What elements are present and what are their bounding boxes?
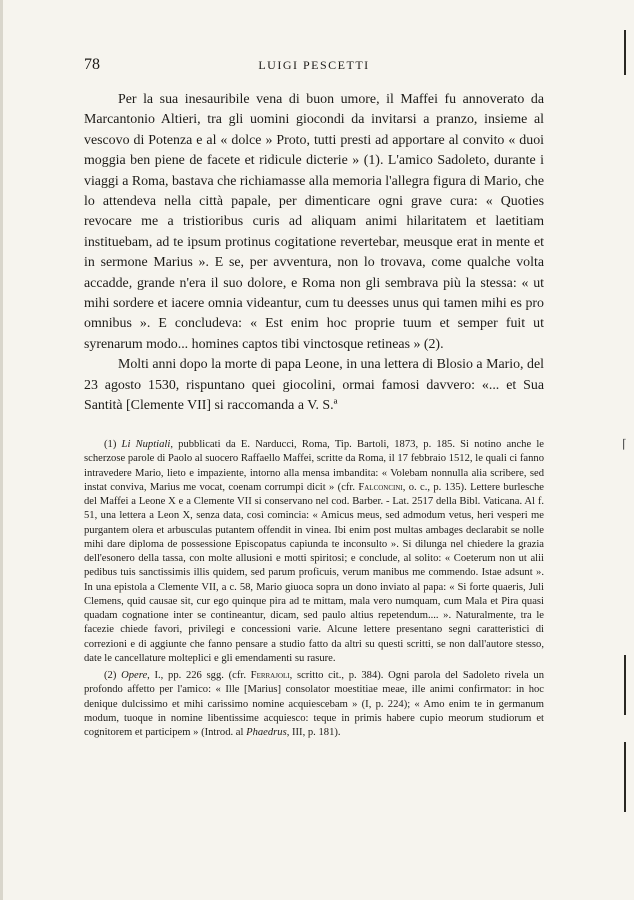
- page-header: [84, 56, 544, 78]
- cited-title: Opere: [121, 670, 148, 681]
- margin-bracket-mark: ⌈: [622, 437, 627, 451]
- footnote-text: , o. c., p. 135). Lettere burlesche del Maffei a Leone X e a Clemente VII si conservano nel cod. Barber. - Lat. 2517 della Bibl. Vaticana. Al f. 51, una lettera a Leon X, senza data, così comincia: « Amicus meus, sed admodum vetus, heri vesperi me purgantem olera et arbusculas putantem offendit in vinea. Ibi enim post multas ambages declarabit se nolle mihi dare diploma de possessione Episcopatus capiunda te inconsulto ». Si dilunga nel chiedere la grazia dell'esonero della tassa, con molte allusioni e motti spiritosi; e conclude, al solito: « Coeterum non ut alii pedibus tuis sanctissimis illis quidem, sed parum proficuis, verum manibus me commendo. Istae adsunt ». In una epistola a Clemente VII, a c. 58, Mario giuoca sopra un dono inviato al papa: « Si forte quaeris, Juli Clemens, quid causae sit, cur ego quinque pira ad te mittam, mala vero numquam, cum Mala et Pira quasi quadam cognatione inter se contineantur, dicam, sed paulo altius repetendum.... ». Naturalmente, tra le facezie chiede favori, privilegi e concessioni varie. Alcune lettere presentano segni caratteristici di correzioni e di aggiunte che fanno pensare a studio fatto da altri su questi scritti, se non dall'autore stesso, date le cancellature molteplici e gli emendamenti su rasure.: [84, 481, 544, 664]
- scan-edge-mark: [624, 30, 626, 75]
- main-text: [84, 90, 544, 417]
- body-paragraph: Molti anni dopo la morte di papa Leone, in una lettera di Blosio a Mario, del 23 agosto 1530, rispuntano quei giocolini, ormai famosi davvero: «... et Sua Santità [Clemente VII] si raccomanda a V. S.ª: [84, 357, 544, 414]
- footnote-text: , I., pp. 226 sgg. (cfr.: [147, 670, 251, 681]
- footnotes: [84, 438, 544, 740]
- footnote-marker: (2): [104, 670, 122, 681]
- footnote-1: [84, 438, 544, 666]
- running-title: LUIGI PESCETTI: [258, 58, 370, 72]
- cited-title: Li Nuptiali: [121, 439, 171, 450]
- cited-work: Phaedrus: [246, 727, 287, 738]
- footnote-text: , scritto cit., p. 384). Ogni parola del Sadoleto rivela un profondo affetto per l'amico: « Ille [Marius] consolator moestitiae meae, ille animi confirmator: in hoc denique dulcissimo et mihi carissimo nomine acquiescebam » (I, p. 224); « Amo enim te in germanum modum, tuoque in nomine libentissime acquiesco: teque in primis habere cupio meorum studiorum et cognitorem et participem » (Introd. al: [84, 670, 545, 738]
- cited-author: Falconcini: [358, 481, 403, 493]
- scan-edge-mark: [624, 655, 626, 715]
- footnote-text: , III, p. 181).: [286, 727, 341, 738]
- page-number: 78: [84, 56, 100, 73]
- cited-author: Ferrajoli: [250, 670, 290, 681]
- page-edge-shadow: [0, 0, 3, 900]
- body-paragraph: Per la sua inesauribile vena di buon umore, il Maffei fu annoverato da Marcantonio Altieri, tra gli uomini giocondi da invitarsi a pranzo, insieme al vescovo di Potenza e al « dolce » Proto, tutti presti ad apportare al convito « duoi moggia ben piene de facete et ridicule dicterie » (1). L'amico Sadoleto, durante i viaggi a Roma, bastava che richiamasse alla memoria l'allegra figura di Mario, che lo attendeva nella città papale, per dimenticare ogni grave cura: « Quoties revocare me a tristioribus curis ad aliquam animi hilaritatem et laetitiam instituebam, ad te ipsum protinus cogitatione revertebar, meusque erat in mente et in sermone Marius ». E se, per avventura, non lo trovava, come qualche volta accadde, grande n'era il suo dolore, e Roma non gli sembrava più la stessa: « ut mihi sordere et iacere omnia videantur, cum tu deesses unus qui tamen mihi es pro omnibus ». E concludeva: « Est enim hoc proprie tuum et semper fuit ut syrenarum modo... homines captos tibi vinctosque retineas » (2).: [84, 92, 544, 352]
- footnote-text: , pubblicati da E. Narducci, Roma, Tip. Bartoli, 1873, p. 185. Si notino anche le scherzose parole di Paolo al suocero Raffaello Maffei, scritte da Roma, il 17 febbraio 1512, le quali ci fanno intravedere Mario, lieto e impaziente, intorno alla mensa imbandita: « Volebam nonnulla alia scribere, sed instat conviva, Marius me vocat, coenam corrumpi dicit » (cfr.: [84, 439, 544, 493]
- footnote-marker: (1): [104, 439, 122, 450]
- scan-edge-mark: [624, 742, 626, 812]
- footnote-2: [84, 669, 544, 740]
